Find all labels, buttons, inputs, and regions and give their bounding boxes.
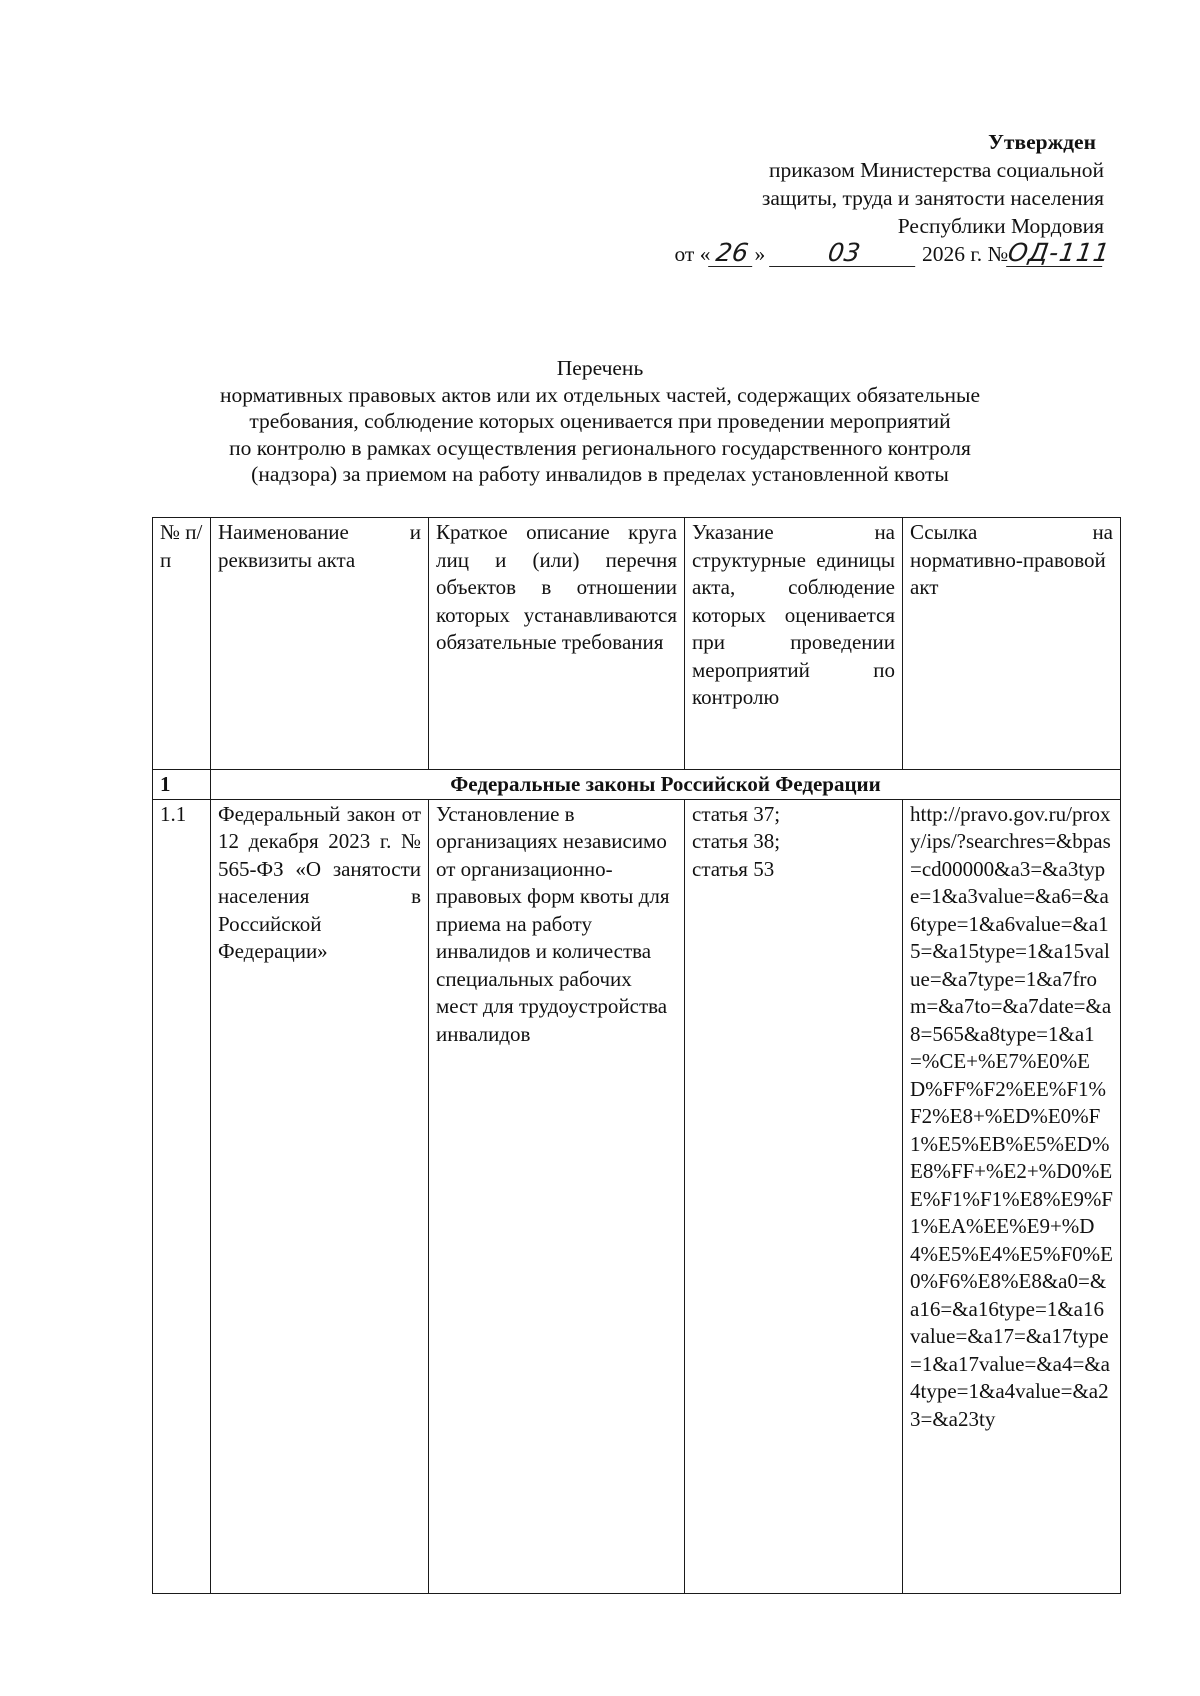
section-number: 1 (153, 770, 211, 800)
header-cell-act: Наименование и реквизиты акта (211, 518, 429, 770)
heading-line: требования, соблюдение которых оценивается при проведении мероприятий (249, 409, 951, 433)
section-row (153, 770, 1121, 800)
document-heading (120, 355, 1080, 488)
approval-title: Утвержден (988, 130, 1096, 154)
date-mid: » (754, 242, 766, 266)
unit-item: статья 37; (692, 801, 781, 826)
requirements-table (152, 517, 1121, 1594)
header-cell-units: Указание на структурные единицы акта, соблюдение которых оценивается при проведении мероприятий по контролю (685, 518, 903, 770)
section-title: Федеральные законы Российской Федерации (211, 770, 1121, 800)
row-act: Федеральный закон от 12 декабря 2023 г. № 565-ФЗ «О занятости населения в Российской Федерации» (211, 799, 429, 1593)
heading-line: (надзора) за приемом на работу инвалидов в пределах установленной квоты (251, 462, 949, 486)
header-cell-link: Ссылка на нормативно-правовой акт (903, 518, 1121, 770)
unit-item: статья 38; (692, 829, 781, 853)
header-cell-number: № п/п (153, 518, 211, 770)
heading-title: Перечень (556, 356, 644, 380)
handwritten-month: 03 (769, 240, 919, 267)
row-units (685, 799, 903, 1593)
approval-line: Республики Мордовия (897, 214, 1104, 238)
approval-block (584, 128, 1113, 268)
row-description: Установление в организациях независимо от организационно-правовых форм квоты для приема на работу инвалидов и количества специальных рабочих мест для трудоустройства инвалидов (429, 799, 685, 1593)
heading-line: нормативных правовых актов или их отдельных частей, содержащих обязательные (219, 382, 981, 407)
date-prefix: от « (674, 242, 711, 266)
table-row (153, 799, 1121, 1593)
header-cell-description: Краткое описание круга лиц и (или) перечня объектов в отношении которых устанавливаются обязательные требования (429, 518, 685, 770)
approval-line: приказом Министерства социальной (768, 158, 1104, 182)
row-link[interactable]: http://pravo.gov.ru/proxy/ips/?searchres=&bpas=cd00000&a3=&a3type=1&a3value=&a6=&a6type=1&a6value=&a15=&a15type=1&a15value=&a7type=1&a7from=&a7to=&a7date=&a8=565&a8type=1&a1=%CE+%E7%E0%ED%FF%F2%EE%F1%F2%E8+%ED%E0%F1%E5%EB%E5%ED%E8%FF+%E2+%D0%EE%F1%F1%E8%E9%F1%EA%EE%E9+%D4%E5%E4%E5%F0%E0%F6%E8%E8&a0=&a16=&a16type=1&a16value=&a17=&a17type=1&a17value=&a4=&a4type=1&a4value=&a23=&a23ty (903, 799, 1121, 1593)
handwritten-order-number: ОД-111 (1006, 238, 1113, 267)
approval-line: защиты, труда и занятости населения (761, 186, 1104, 210)
heading-line: по контролю в рамках осуществления регионального государственного контроля (229, 435, 971, 460)
table-header-row (153, 518, 1121, 770)
row-number: 1.1 (153, 799, 211, 1593)
year-text: 2026 г. № (921, 242, 1008, 266)
order-date-line (584, 238, 1113, 268)
unit-item: статья 53 (692, 856, 775, 881)
handwritten-day: 26 (709, 240, 757, 267)
